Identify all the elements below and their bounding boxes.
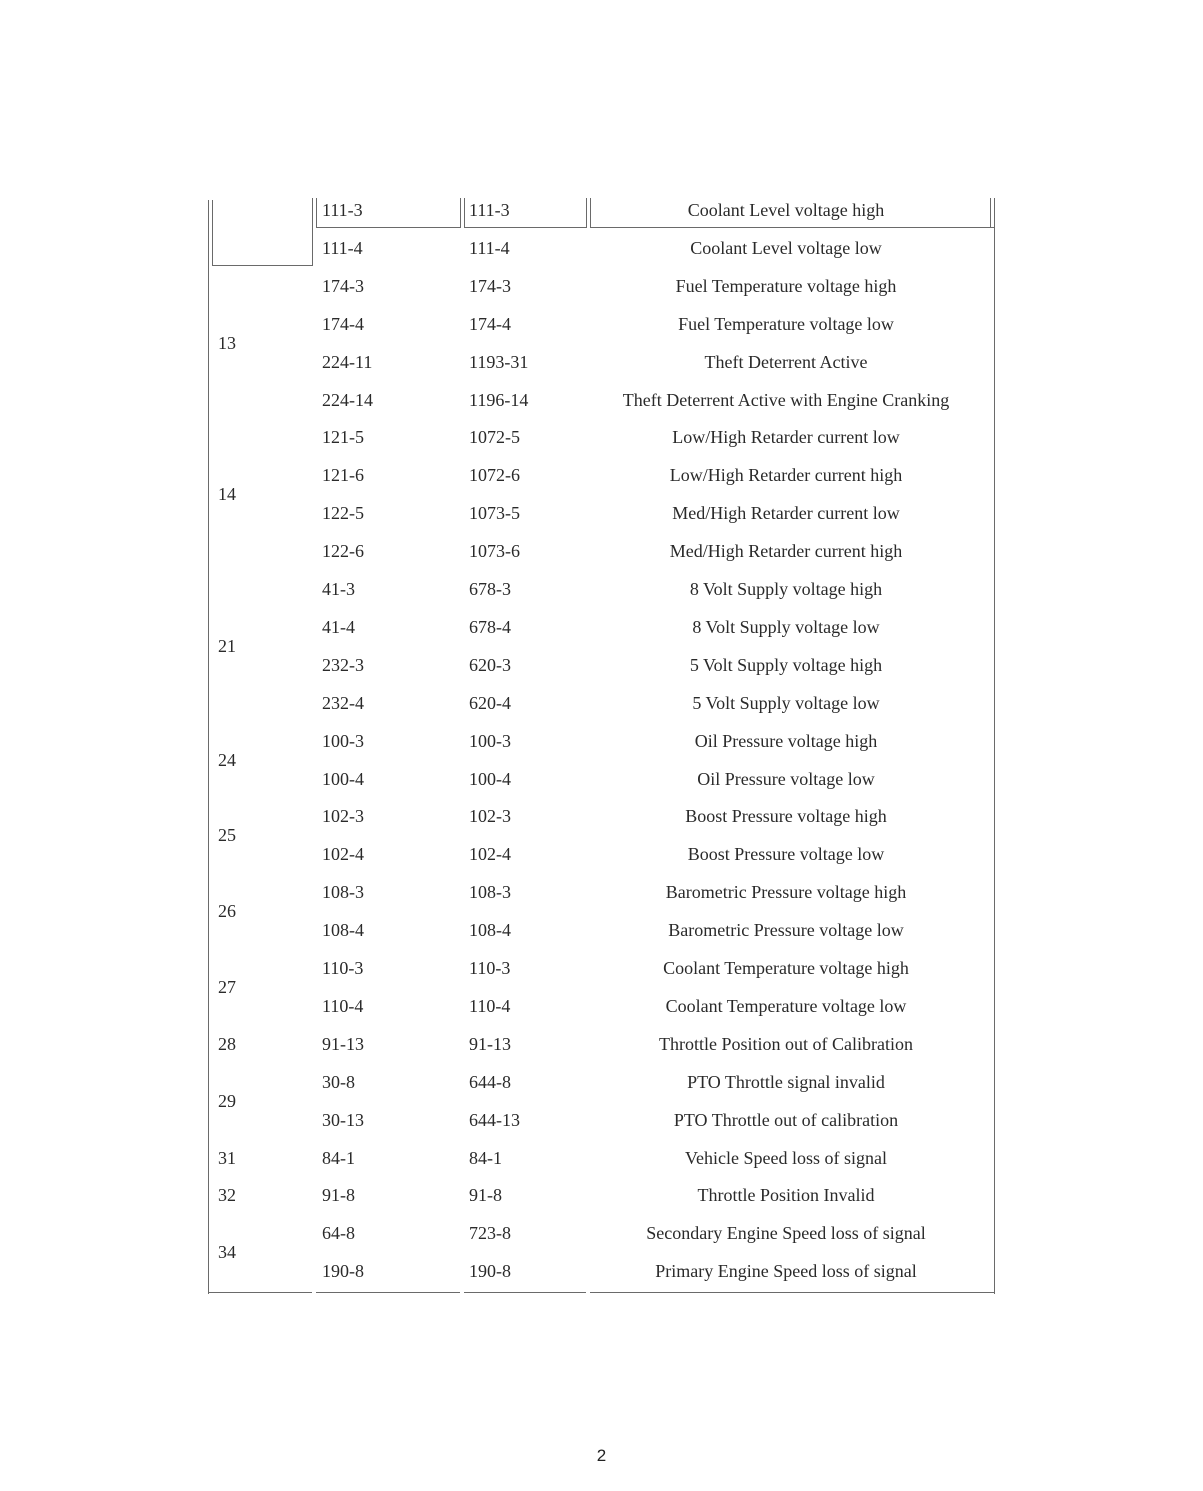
alt-code-cell: 174-4 — [469, 313, 511, 334]
description-cell: Coolant Level voltage high — [687, 200, 885, 220]
spn-fmi-cell: 174-4 — [322, 313, 364, 334]
description-cell: Vehicle Speed loss of signal — [685, 1147, 887, 1168]
spn-fmi-cell: 100-3 — [322, 730, 364, 751]
description-cell: Boost Pressure voltage low — [687, 844, 885, 865]
alt-code-cell: 1073-5 — [469, 503, 520, 524]
spn-fmi-cell: 122-5 — [322, 503, 364, 524]
column-divider-1-inner — [316, 198, 317, 228]
alt-code-cell: 84-1 — [469, 1147, 502, 1168]
alt-code-cell: 100-3 — [469, 730, 511, 751]
column-divider-2 — [460, 198, 461, 228]
spn-fmi-cell: 121-5 — [322, 427, 364, 448]
alt-code-cell: 1072-5 — [469, 427, 520, 448]
description-cell: Primary Engine Speed loss of signal — [655, 1261, 917, 1282]
spn-fmi-cell: 41-4 — [322, 616, 355, 637]
description-cell: Boost Pressure voltage high — [685, 806, 887, 827]
alt-code-cell: 111-4 — [469, 237, 510, 258]
description-cell: Oil Pressure voltage low — [697, 768, 875, 789]
description-cell: PTO Throttle signal invalid — [687, 1071, 885, 1092]
group-number-cell: 29 — [218, 1090, 236, 1111]
alt-code-cell: 110-4 — [469, 995, 511, 1016]
table-left-border-inner — [212, 200, 213, 266]
alt-code-cell: 723-8 — [469, 1223, 511, 1244]
alt-code-cell: 1073-6 — [469, 541, 520, 562]
group-number-cell: 27 — [218, 976, 236, 997]
spn-fmi-cell: 30-13 — [322, 1109, 364, 1130]
description-cell: 5 Volt Supply voltage high — [689, 654, 883, 675]
description-cell: Fuel Temperature voltage high — [675, 275, 897, 296]
alt-code-cell: 100-4 — [469, 768, 511, 789]
spn-fmi-cell: 100-4 — [322, 768, 364, 789]
group-number-cell: 31 — [218, 1147, 236, 1168]
group-number-cell: 28 — [218, 1033, 236, 1054]
alt-code-cell: 102-3 — [469, 806, 511, 827]
first-row-bottom-line-2 — [464, 227, 586, 228]
spn-fmi-cell: 84-1 — [322, 1147, 355, 1168]
alt-code-cell: 644-13 — [469, 1109, 520, 1130]
table-bottom-line-1 — [208, 1292, 312, 1293]
spn-fmi-cell: 110-4 — [322, 995, 364, 1016]
spn-fmi-cell: 122-6 — [322, 541, 364, 562]
alt-code-cell: 91-13 — [469, 1033, 511, 1054]
description-cell: 8 Volt Supply voltage low — [692, 616, 880, 637]
spn-fmi-cell: 108-4 — [322, 920, 364, 941]
column-divider-1 — [312, 198, 313, 266]
spn-fmi-cell: 174-3 — [322, 275, 364, 296]
spn-fmi-cell: 232-4 — [322, 692, 364, 713]
description-cell: Theft Deterrent Active — [704, 351, 868, 372]
alt-code-cell: 108-3 — [469, 882, 511, 903]
spn-fmi-cell: 64-8 — [322, 1223, 355, 1244]
spn-fmi-cell: 111-3 — [322, 200, 363, 220]
spn-fmi-cell: 108-3 — [322, 882, 364, 903]
table-bottom-line-2 — [316, 1292, 460, 1293]
description-cell: 8 Volt Supply voltage high — [689, 579, 883, 599]
description-cell: Med/High Retarder current high — [669, 541, 903, 562]
alt-code-cell: 91-8 — [469, 1185, 502, 1206]
group-number-cell: 14 — [218, 484, 236, 505]
spn-fmi-cell: 91-8 — [322, 1185, 355, 1206]
description-cell: Secondary Engine Speed loss of signal — [646, 1223, 926, 1244]
alt-code-cell: 1072-6 — [469, 465, 520, 486]
fault-code-table — [208, 192, 996, 1296]
page-number: 2 — [596, 1446, 607, 1465]
description-cell: Coolant Temperature voltage high — [663, 958, 909, 978]
table-right-border — [994, 198, 995, 1294]
description-cell: Coolant Temperature voltage low — [665, 995, 907, 1016]
alt-code-cell: 102-4 — [469, 844, 511, 865]
description-cell: Oil Pressure voltage high — [694, 730, 878, 751]
column-divider-3 — [586, 198, 587, 228]
spn-fmi-cell: 224-14 — [322, 389, 373, 410]
alt-code-cell: 108-4 — [469, 920, 511, 941]
alt-code-cell: 644-8 — [469, 1071, 511, 1092]
table-right-border-inner — [990, 198, 991, 228]
description-cell: Low/High Retarder current low — [672, 427, 900, 448]
spn-fmi-cell: 41-3 — [322, 579, 355, 599]
spn-fmi-cell: 224-11 — [322, 351, 373, 372]
description-cell: PTO Throttle out of calibration — [673, 1109, 899, 1130]
description-cell: Throttle Position Invalid — [697, 1185, 875, 1206]
group-number-cell: 21 — [218, 635, 236, 656]
table-bottom-line-4 — [590, 1292, 994, 1293]
spn-fmi-cell: 30-8 — [322, 1071, 355, 1092]
spn-fmi-cell: 110-3 — [322, 958, 364, 978]
description-cell: Med/High Retarder current low — [672, 503, 900, 524]
table-left-border — [208, 200, 209, 1294]
description-cell: Theft Deterrent Active with Engine Cranking — [622, 389, 950, 410]
alt-code-cell: 1196-14 — [469, 389, 529, 410]
group-number-cell: 13 — [218, 332, 236, 353]
first-row-bottom-line-3 — [590, 227, 994, 228]
alt-code-cell: 620-4 — [469, 692, 511, 713]
first-row-bottom-line — [316, 227, 461, 228]
group-number-cell: 32 — [218, 1185, 236, 1206]
spn-fmi-cell: 121-6 — [322, 465, 364, 486]
spn-fmi-cell: 102-4 — [322, 844, 364, 865]
spn-fmi-cell: 190-8 — [322, 1261, 364, 1282]
table-bottom-line-3 — [464, 1292, 586, 1293]
group-number-cell: 24 — [218, 749, 236, 770]
spn-fmi-cell: 111-4 — [322, 237, 363, 258]
alt-code-cell: 678-4 — [469, 616, 511, 637]
alt-code-cell: 110-3 — [469, 958, 511, 978]
spn-fmi-cell: 232-3 — [322, 654, 364, 675]
description-cell: Barometric Pressure voltage low — [668, 920, 904, 941]
description-cell: 5 Volt Supply voltage low — [692, 692, 880, 713]
spn-fmi-cell: 91-13 — [322, 1033, 364, 1054]
alt-code-cell: 620-3 — [469, 654, 511, 675]
group-number-cell: 26 — [218, 901, 236, 922]
alt-code-cell: 678-3 — [469, 579, 511, 599]
spn-fmi-cell: 102-3 — [322, 806, 364, 827]
group-number-cell: 25 — [218, 825, 236, 846]
alt-code-cell: 111-3 — [469, 200, 510, 220]
column-divider-2-inner — [464, 198, 465, 228]
group-number-cell: 34 — [218, 1242, 236, 1263]
description-cell: Barometric Pressure voltage high — [665, 882, 907, 903]
description-cell: Low/High Retarder current high — [669, 465, 903, 486]
description-cell: Coolant Level voltage low — [690, 237, 882, 258]
column-divider-3-inner — [590, 198, 591, 228]
alt-code-cell: 174-3 — [469, 275, 511, 296]
description-cell: Fuel Temperature voltage low — [678, 313, 894, 334]
merged-cell-bottom-line — [212, 265, 313, 266]
alt-code-cell: 190-8 — [469, 1261, 511, 1282]
description-cell: Throttle Position out of Calibration — [659, 1033, 913, 1054]
alt-code-cell: 1193-31 — [469, 351, 529, 372]
